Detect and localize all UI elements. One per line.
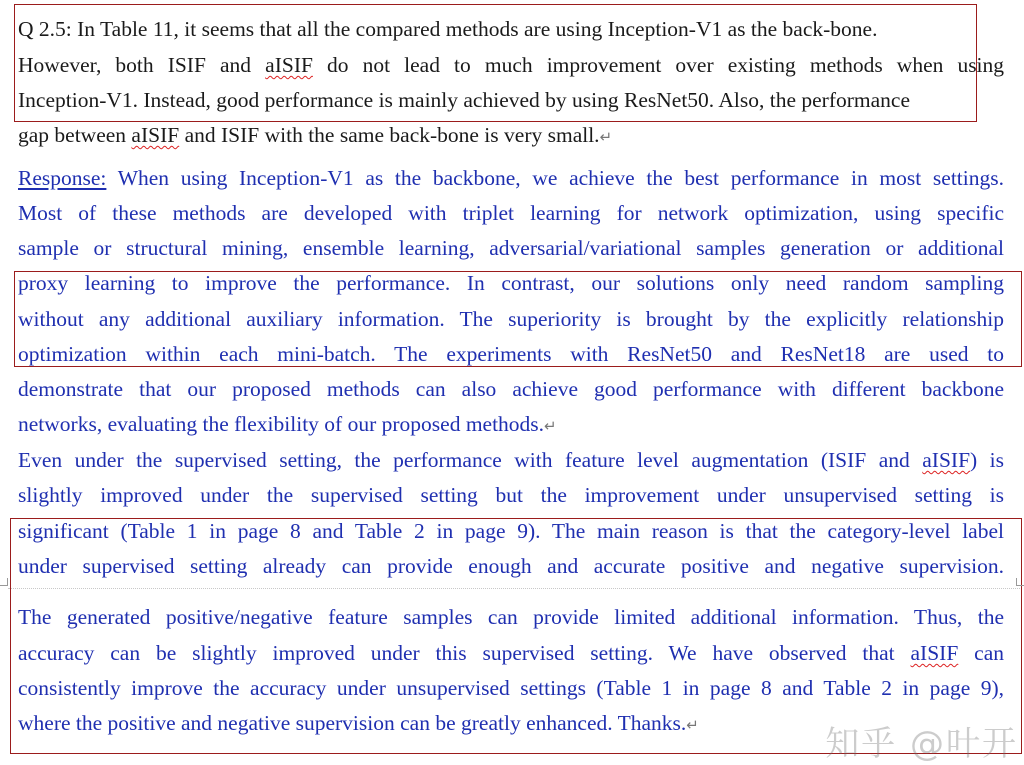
generated-line-4: where the positive and negative supervision can be greatly enhanced. Thanks.↵ <box>18 711 699 735</box>
method-name-aisif: aISIF <box>265 53 313 77</box>
page-corner-mark-left <box>0 578 8 586</box>
method-name-aisif: aISIF <box>922 448 971 472</box>
response-line-4: proxy learning to improve the performance. In contrast, our solutions only need random sampling <box>18 271 1004 295</box>
response-line-1: Response: When using Inception-V1 as the backbone, we achieve the best performance in most settings. <box>18 166 1004 190</box>
watermark: 知乎 @叶开 <box>825 724 1018 764</box>
question-line-3: Inception-V1. Instead, good performance is mainly achieved by using ResNet50. Also, the performance <box>18 88 910 112</box>
method-name-aisif: aISIF <box>131 123 180 147</box>
paragraph-return-mark: ↵ <box>544 417 557 435</box>
question-line-4: gap between aISIF and ISIF with the same back-bone is very small.↵ <box>18 123 613 147</box>
method-name-aisif: aISIF <box>910 641 959 665</box>
generated-line-3: consistently improve the accuracy under unsupervised settings (Table 1 in page 8 and Table 2 in page 9), <box>18 676 1004 700</box>
question-line-2: However, both ISIF and aISIF do not lead to much improvement over existing methods when using <box>18 53 1005 77</box>
generated-line-1: The generated positive/negative feature samples can provide limited additional information. Thus, the <box>18 605 1004 629</box>
response-line-8: networks, evaluating the flexibility of our proposed methods.↵ <box>18 412 557 436</box>
response-line-6: optimization within each mini-batch. The experiments with ResNet50 and ResNet18 are used to <box>18 342 1004 366</box>
page-corner-mark-right <box>1016 578 1024 586</box>
response-line-3: sample or structural mining, ensemble learning, adversarial/variational samples generation or additional <box>18 236 1004 260</box>
supervised-line-2: slightly improved under the supervised setting but the improvement under unsupervised setting is <box>18 483 1004 507</box>
generated-line-2: accuracy can be slightly improved under this supervised setting. We have observed that aISIF can <box>18 641 1005 665</box>
supervised-line-4: under supervised setting already can provide enough and accurate positive and negative supervision. <box>18 554 1004 578</box>
response-line-7: demonstrate that our proposed methods can also achieve good performance with different backbone <box>18 377 1004 401</box>
paragraph-return-mark: ↵ <box>686 716 699 734</box>
page-break-line <box>8 588 1020 589</box>
response-line-5: without any additional auxiliary information. The superiority is brought by the explicitly relationship <box>18 307 1004 331</box>
question-line-1: Q 2.5: In Table 11, it seems that all the compared methods are using Inception-V1 as the back-bone. <box>18 17 878 41</box>
supervised-line-3: significant (Table 1 in page 8 and Table 2 in page 9). The main reason is that the category-level label <box>18 519 1004 543</box>
response-label: Response: <box>18 166 107 190</box>
response-line-2: Most of these methods are developed with triplet learning for network optimization, using specific <box>18 201 1004 225</box>
paragraph-return-mark: ↵ <box>599 128 613 146</box>
supervised-line-1: Even under the supervised setting, the performance with feature level augmentation (ISIF and aISIF) is <box>18 448 1005 472</box>
